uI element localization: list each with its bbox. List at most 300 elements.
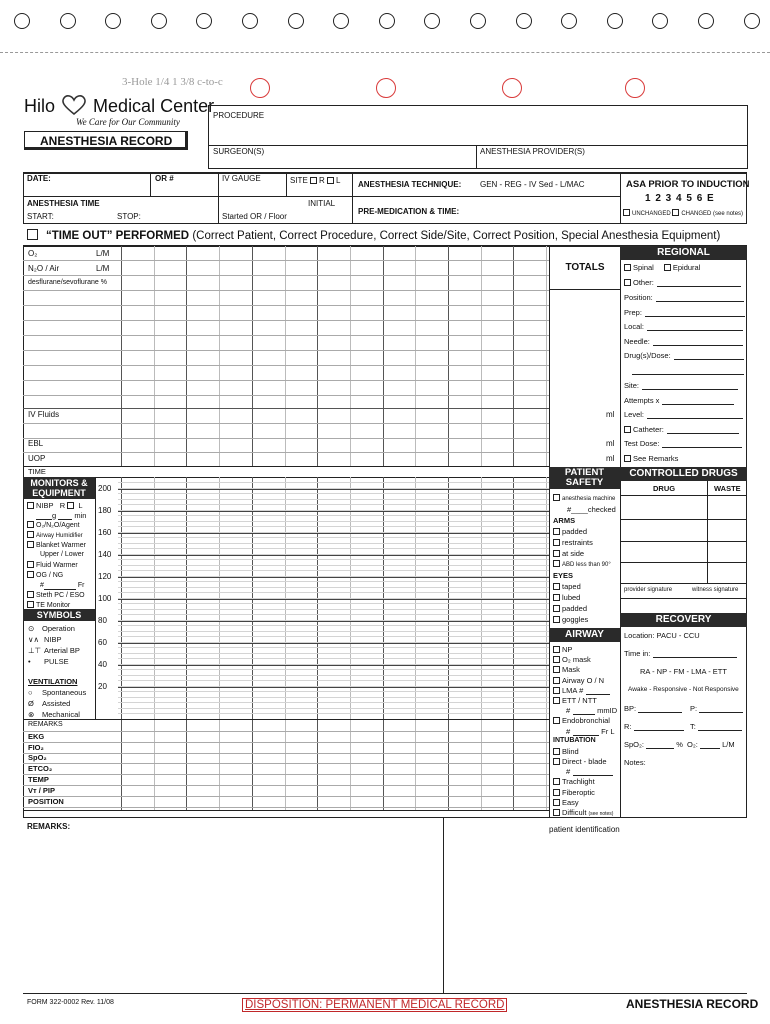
ebl-label: EBL — [28, 439, 44, 448]
catheter-row[interactable] — [624, 425, 739, 434]
grid-divider — [95, 477, 96, 719]
checkbox[interactable] — [553, 677, 560, 684]
test-dose-row[interactable] — [624, 439, 742, 448]
time-out-detail: (Correct Patient, Correct Procedure, Correct Side/Site, Correct Position, Special Anesthesia Equipment) — [192, 230, 721, 242]
checkbox[interactable] — [553, 616, 560, 623]
scale-tick-label: 100 — [98, 594, 112, 603]
vitals-row-line — [23, 763, 549, 764]
recovery-location[interactable]: Location: PACU - CCU — [624, 631, 700, 640]
row-label: Attempts x — [624, 396, 660, 405]
red-punch-icon — [250, 78, 270, 98]
vitals-bottom — [23, 810, 549, 811]
scale-gridline — [118, 511, 549, 512]
blanket-checkbox[interactable] — [27, 541, 34, 548]
o2n2o-checkbox[interactable] — [27, 521, 34, 528]
checkbox[interactable] — [553, 550, 560, 557]
witness-signature[interactable]: witness signature — [692, 587, 739, 593]
red-punch-icon — [625, 78, 645, 98]
stop-label: STOP: — [117, 212, 141, 221]
graph-gridline — [118, 587, 549, 588]
t-label: T: — [690, 722, 696, 731]
blank-field[interactable] — [573, 706, 595, 715]
blank-field[interactable] — [647, 322, 743, 331]
blank-field[interactable] — [667, 425, 739, 434]
grid-column — [121, 246, 122, 467]
uop-label: UOP — [28, 454, 46, 463]
position-row[interactable] — [624, 293, 744, 302]
blank-field[interactable] — [573, 727, 599, 736]
spo2-field[interactable] — [624, 740, 735, 749]
row-label: Drug(s)/Dose: — [624, 351, 671, 360]
grid-row — [23, 423, 549, 424]
checkbox[interactable] — [553, 799, 560, 806]
humidifier-checkbox[interactable] — [27, 531, 34, 538]
symbol-arterial — [28, 646, 80, 655]
graph-gridline — [118, 603, 549, 604]
scale-tick-label: 60 — [98, 638, 107, 647]
patient-safety-title-1: PATIENT — [564, 467, 605, 478]
abd-row[interactable] — [553, 560, 611, 569]
binder-hole-icon — [333, 13, 349, 29]
scale-tick-label: 200 — [98, 484, 112, 493]
o2-mask-row[interactable] — [553, 655, 591, 664]
at-side-row[interactable] — [553, 549, 584, 558]
checked-row[interactable] — [567, 505, 616, 514]
t-field[interactable] — [690, 722, 742, 731]
bp-label: BP: — [624, 704, 637, 713]
blank-field[interactable] — [632, 374, 744, 375]
vitals-row-line — [23, 753, 549, 754]
binder-hole-icon — [470, 13, 486, 29]
iv-gauge-label: IV GAUGE — [222, 174, 261, 183]
intubation-heading — [553, 737, 596, 745]
og-fr: Fr — [77, 582, 85, 589]
binder-hole-icon — [379, 13, 395, 29]
p-field[interactable] — [690, 704, 743, 713]
vitals-row-label: ETCO₂ — [28, 764, 53, 774]
row-label: anesthesia machine — [562, 496, 616, 502]
drugs-row[interactable] — [624, 351, 744, 360]
monitors-title-2: EQUIPMENT — [32, 488, 86, 498]
blank-field[interactable] — [586, 686, 610, 695]
monitors-header — [23, 477, 95, 499]
nibp-checkbox[interactable] — [27, 502, 34, 509]
checkbox[interactable] — [553, 778, 560, 785]
graph-gridline — [118, 493, 549, 494]
np-row[interactable] — [553, 645, 572, 654]
te-label: TE Monitor — [36, 602, 71, 609]
p-label: P: — [690, 704, 698, 713]
symbol-spontaneous — [28, 688, 86, 697]
binder-hole-icon — [561, 13, 577, 29]
row-label: restraints — [562, 538, 593, 547]
blank-field[interactable] — [653, 337, 743, 346]
trachlight-row[interactable] — [553, 777, 595, 786]
procedure-block[interactable] — [208, 105, 748, 169]
form-number: FORM 322-0002 Rev. 11/08 — [27, 999, 114, 1006]
humidifier-label: Airway Humidifier — [36, 533, 83, 539]
graph-gridline — [118, 609, 549, 610]
te-checkbox[interactable] — [27, 601, 34, 608]
site-l-label: L — [336, 176, 341, 185]
eyes-padded-row[interactable] — [553, 604, 587, 613]
assisted-label: Assisted — [42, 699, 71, 708]
premed-label: PRE-MEDICATION & TIME: — [358, 207, 460, 216]
row-label: Fiberoptic — [562, 788, 595, 797]
epidural-checkbox[interactable] — [664, 264, 671, 271]
pulse-label: PULSE — [44, 657, 69, 666]
or-label: OR # — [155, 174, 174, 183]
checkbox[interactable] — [553, 758, 560, 765]
ett-row[interactable] — [553, 696, 597, 705]
grid-row — [23, 305, 549, 306]
n2o-label: N₂O / Air — [28, 264, 60, 273]
other-row[interactable] — [624, 278, 741, 287]
attempts-row[interactable] — [624, 396, 734, 405]
symbol-nibp-label: NIBP — [44, 635, 62, 644]
graph-gridline — [118, 702, 549, 703]
monitors-title-1: MONITORS & — [30, 478, 88, 488]
fluid-warmer-checkbox[interactable] — [27, 561, 34, 568]
vitals-row-label: EKG — [28, 731, 45, 741]
eyes-heading — [553, 571, 573, 580]
recovery-routes[interactable]: RA - NP - FM - LMA - ETT — [640, 667, 727, 676]
recovery-header: RECOVERY — [620, 613, 747, 627]
anesthesia-time-label: ANESTHESIA TIME — [27, 199, 100, 208]
graph-gridline — [118, 521, 549, 522]
spo2-pct: % — [676, 740, 683, 749]
checkbox[interactable] — [553, 809, 560, 816]
row-label: ETT / NTT — [562, 696, 597, 705]
grid-row — [23, 452, 549, 453]
time-out-row[interactable] — [27, 229, 720, 242]
remarks-label[interactable]: REMARKS: — [27, 822, 71, 831]
perforation-line — [0, 52, 770, 53]
logo-name-right: Medical Center — [93, 96, 215, 116]
blank-field[interactable] — [662, 396, 734, 405]
direct-row[interactable] — [553, 757, 607, 766]
taped-row[interactable] — [553, 582, 581, 591]
row-label: Difficult — [562, 808, 587, 817]
og-ng-checkbox[interactable] — [27, 571, 34, 578]
steth-checkbox[interactable] — [27, 591, 34, 598]
surgeons-label: SURGEON(S) — [213, 147, 265, 156]
fr-row[interactable] — [566, 727, 615, 736]
checkbox[interactable] — [553, 539, 560, 546]
vitals-row-line — [23, 796, 549, 797]
time-label: TIME — [28, 467, 46, 476]
graph-gridline — [118, 559, 549, 560]
fluid-warmer-label: Fluid Warmer — [36, 562, 78, 569]
grid-row — [23, 408, 549, 409]
grid-column — [383, 246, 384, 467]
r-field[interactable] — [624, 722, 684, 731]
epidural-label: Epidural — [672, 263, 701, 272]
graph-gridline — [118, 713, 549, 714]
blank-field[interactable] — [657, 278, 741, 287]
graph-gridline — [118, 548, 549, 549]
nibp-r-label: R — [59, 501, 66, 510]
row-label: ABD less than 90° — [562, 562, 611, 568]
row-label: Easy — [562, 798, 579, 807]
row-label: INTUBATION — [553, 737, 596, 744]
graph-gridline — [118, 680, 549, 681]
totals-rule — [549, 289, 620, 290]
time-in-field[interactable] — [624, 649, 737, 658]
row-label: goggles — [562, 615, 589, 624]
started-label: Started OR / Floor — [222, 212, 287, 221]
notes-label[interactable]: Notes: — [624, 758, 646, 767]
patient-safety-header — [549, 467, 620, 489]
nibp-row[interactable] — [27, 501, 83, 510]
airway-on-row[interactable] — [553, 676, 604, 685]
graph-gridline — [118, 592, 549, 593]
changed-label: CHANGED — [681, 211, 712, 217]
time-in-label: Time in: — [624, 649, 651, 658]
needle-row[interactable] — [624, 337, 743, 346]
endobronchial-row[interactable] — [553, 716, 610, 725]
steth-row[interactable] — [27, 591, 85, 600]
provider-signature[interactable]: provider signature — [624, 587, 673, 593]
graph-gridline — [118, 526, 549, 527]
row-label: lubed — [562, 593, 581, 602]
red-punch-icon — [502, 78, 522, 98]
checkbox[interactable] — [553, 594, 560, 601]
o2n2o-label: O₂/N₂O/Agent — [36, 522, 80, 529]
scale-tick-label: 80 — [98, 616, 107, 625]
blank-field[interactable] — [645, 308, 745, 317]
grid-row — [23, 275, 549, 276]
vitals-row-label: POSITION — [28, 796, 64, 806]
anesthesia-machine-row[interactable] — [553, 494, 615, 503]
punch-note: 3-Hole 1/4 1 3/8 c-to-c — [122, 76, 223, 88]
grid-row — [23, 290, 549, 291]
bp-field[interactable] — [624, 704, 682, 713]
blank-field[interactable] — [647, 410, 743, 419]
checkbox[interactable] — [553, 697, 560, 704]
uop-unit: ml — [606, 454, 615, 463]
asa-classes[interactable]: 1 2 3 4 5 6 E — [645, 193, 715, 204]
nibp-symbol-icon: ∨∧ — [28, 635, 39, 644]
graph-gridline — [118, 691, 549, 692]
blanket-row[interactable] — [27, 541, 86, 550]
spontaneous-label: Spontaneous — [42, 688, 87, 697]
grid-column — [415, 246, 416, 467]
checkbox[interactable] — [553, 717, 560, 724]
checkbox[interactable] — [553, 687, 560, 694]
row-label: Airway O / N — [562, 676, 605, 685]
n2o-unit: L/M — [96, 264, 110, 273]
site-l-checkbox[interactable] — [327, 177, 334, 184]
row-label: taped — [562, 582, 581, 591]
patient-safety-title-2: SAFETY — [565, 477, 604, 488]
checkbox[interactable] — [624, 455, 631, 462]
see-remarks-row[interactable] — [624, 454, 678, 463]
graph-gridline — [118, 504, 549, 505]
graph-gridline — [118, 482, 549, 483]
fluid-warmer-row[interactable] — [27, 561, 78, 570]
row-label: Catheter: — [633, 425, 664, 434]
grid-column — [350, 246, 351, 467]
assisted-symbol-icon: Ø — [28, 699, 34, 708]
level-row[interactable] — [624, 410, 743, 419]
scale-tick-label: 160 — [98, 528, 112, 537]
scale-gridline — [118, 665, 549, 666]
regional-header: REGIONAL — [620, 246, 747, 260]
grid-row — [23, 335, 549, 336]
pulse-symbol-icon: • — [28, 657, 31, 666]
row-label: # — [566, 767, 571, 776]
checkbox[interactable] — [553, 666, 560, 673]
checkbox[interactable] — [553, 748, 560, 755]
difficult-row[interactable] — [553, 808, 613, 819]
scale-gridline — [118, 533, 549, 534]
row-label: EYES — [553, 571, 574, 580]
binder-hole-icon — [516, 13, 532, 29]
checkbox[interactable] — [624, 279, 631, 286]
checkbox[interactable] — [624, 264, 631, 271]
checkbox[interactable] — [624, 426, 631, 433]
o2-label: O₂ — [28, 249, 38, 258]
changed-note: (see notes) — [713, 211, 744, 217]
local-row[interactable] — [624, 322, 743, 331]
grid-row — [23, 438, 549, 439]
binder-hole-icon — [242, 13, 258, 29]
row-label: Endobronchial — [562, 716, 610, 725]
scale-tick-label: 40 — [98, 660, 107, 669]
footer-line — [23, 993, 747, 994]
graph-gridline — [118, 537, 549, 538]
goggles-row[interactable] — [553, 615, 588, 624]
technique-options[interactable]: GEN - REG - IV Sed - L/MAC — [480, 180, 585, 189]
checkbox[interactable] — [553, 494, 560, 501]
blank-field[interactable] — [573, 767, 613, 776]
vitals-row-label: TEMP — [28, 775, 49, 784]
record-title: ANESTHESIA RECORD — [24, 131, 188, 150]
binder-hole-icon — [698, 13, 714, 29]
binder-hole-icon — [196, 13, 212, 29]
waste-column: WASTE — [714, 484, 741, 493]
checkbox[interactable] — [553, 528, 560, 535]
blank-field[interactable] — [642, 381, 738, 390]
scale-tick-label: 180 — [98, 506, 112, 515]
site-selector[interactable] — [290, 176, 340, 186]
r-label: R: — [624, 722, 632, 731]
binder-hole-icon — [288, 13, 304, 29]
mask-row[interactable] — [553, 665, 580, 674]
providers-label: ANESTHESIA PROVIDER(S) — [480, 147, 585, 156]
row-label: Direct - blade — [562, 757, 607, 766]
grid-column — [546, 246, 547, 467]
ventilation-label: VENTILATION — [28, 677, 78, 686]
og-ng-label: OG / NG — [36, 572, 64, 579]
arterial-label: Arterial BP — [44, 646, 80, 655]
mechanical-symbol-icon: ⊗ — [28, 710, 35, 719]
row-label: ARMS — [553, 516, 576, 525]
graph-gridline — [118, 614, 549, 615]
see-notes: (see notes) — [588, 811, 614, 817]
site-r-checkbox[interactable] — [310, 177, 317, 184]
og-size-row[interactable] — [40, 581, 84, 590]
spontaneous-symbol-icon: ○ — [28, 688, 33, 697]
restraints-row[interactable] — [553, 538, 593, 547]
scale-gridline — [118, 577, 549, 578]
changed-checkbox[interactable] — [672, 209, 679, 216]
checkbox[interactable] — [553, 583, 560, 590]
graph-gridline — [118, 669, 549, 670]
grid-column — [252, 246, 253, 467]
blank-field[interactable] — [656, 293, 744, 302]
blind-row[interactable] — [553, 747, 579, 756]
fiberoptic-row[interactable] — [553, 788, 595, 797]
checkbox[interactable] — [553, 656, 560, 663]
grid-column — [317, 246, 318, 467]
vitals-row-line — [23, 731, 549, 732]
site-row[interactable] — [624, 381, 738, 390]
nibp-label: NIBP — [36, 501, 54, 510]
mmid-row[interactable] — [566, 706, 617, 715]
o2-unit: L/M — [722, 740, 735, 749]
blank-field[interactable] — [674, 351, 744, 360]
arterial-symbol-icon: ⊥⊤ — [28, 646, 42, 655]
nibp-r-checkbox[interactable] — [67, 502, 74, 509]
mechanical-label: Mechanical — [42, 710, 80, 719]
lubed-row[interactable] — [553, 593, 580, 602]
og-ng-row[interactable] — [27, 571, 63, 580]
checkbox[interactable] — [553, 646, 560, 653]
scale-tick-label: 120 — [98, 572, 112, 581]
binder-hole-icon — [607, 13, 623, 29]
controlled-drugs-table[interactable] — [620, 481, 747, 599]
row-label: Local: — [624, 322, 645, 331]
gauge-min-row[interactable] — [36, 511, 86, 520]
grid-column — [448, 246, 449, 467]
row-label: Mask — [562, 665, 580, 674]
scale-tick-label: 140 — [98, 550, 112, 559]
lma-row[interactable] — [553, 686, 610, 695]
unchanged-checkbox[interactable] — [623, 209, 630, 216]
o2n2o-row[interactable] — [27, 521, 80, 530]
site-r-label: R — [319, 176, 325, 185]
asa-change[interactable] — [623, 209, 743, 218]
drug-column: DRUG — [653, 484, 676, 493]
nibp-l-label: L — [78, 501, 83, 510]
grid-row — [23, 320, 549, 321]
arms-padded-row[interactable] — [553, 527, 587, 536]
spinal-row[interactable] — [624, 263, 700, 272]
grid-row — [23, 260, 549, 261]
symbol-assisted — [28, 699, 70, 708]
scale-gridline — [118, 489, 549, 490]
initial-label: INITIAL — [308, 199, 336, 208]
blank-field[interactable] — [662, 439, 742, 448]
row-label: NP — [562, 645, 573, 654]
og-hash: # — [40, 582, 44, 589]
o2-label: O₂: — [687, 740, 698, 749]
graph-gridline — [118, 543, 549, 544]
easy-row[interactable] — [553, 798, 579, 807]
checkbox[interactable] — [553, 789, 560, 796]
time-out-checkbox[interactable] — [27, 229, 38, 240]
scale-gridline — [118, 643, 549, 644]
prep-row[interactable] — [624, 308, 745, 317]
date-label: DATE: — [27, 174, 51, 183]
recovery-status[interactable]: Awake - Responsive - Not Responsive — [628, 686, 739, 693]
checkbox[interactable] — [553, 605, 560, 612]
humidifier-row[interactable] — [27, 531, 83, 540]
checkbox[interactable] — [553, 560, 560, 567]
blade-row[interactable] — [566, 767, 613, 776]
